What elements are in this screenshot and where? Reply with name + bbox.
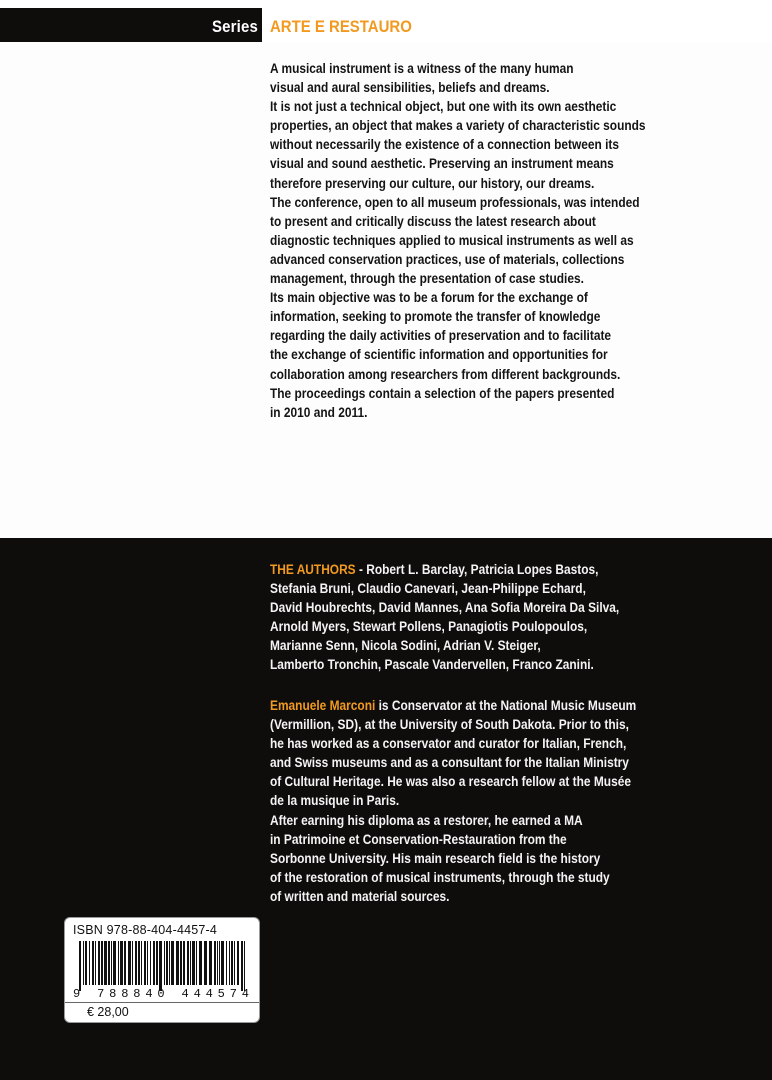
series-label: Series xyxy=(212,17,258,36)
book-description xyxy=(270,60,646,423)
authors-line: Stefania Bruni, Claudio Canevari, Jean-Philippe Echard, xyxy=(270,581,586,598)
isbn-number: ISBN 978-88-404-4457-4 xyxy=(73,923,218,937)
description-line: therefore preserving our culture, our history, our dreams. xyxy=(270,175,595,192)
barcode-bar xyxy=(101,941,103,985)
barcode-bar xyxy=(171,941,174,985)
isbn-sticker xyxy=(64,917,260,1023)
barcode-bar xyxy=(159,941,162,991)
authors-line: Arnold Myers, Stewart Pollens, Panagiotis Poulopoulos, xyxy=(270,619,588,636)
bio-first-rest: is Conservator at the National Music Museum xyxy=(375,698,637,714)
barcode-bar xyxy=(241,941,243,991)
authors-heading: THE AUTHORS xyxy=(270,562,356,578)
barcode-bar xyxy=(138,941,140,985)
barcode-bar xyxy=(111,941,112,985)
barcode-icon xyxy=(71,941,253,999)
description-line: visual and sound aesthetic. Preserving an instrument means xyxy=(270,156,614,173)
barcode-bar xyxy=(219,941,220,985)
barcode-bar xyxy=(118,941,119,985)
description-line: management, through the presentation of case studies. xyxy=(270,271,584,288)
description-line: Its main objective was to be a forum for the exchange of xyxy=(270,290,588,307)
bio-line: (Vermillion, SD), at the University of South Dakota. Prior to this, xyxy=(270,717,629,734)
barcode-bar xyxy=(135,941,137,985)
barcode-bar xyxy=(108,941,110,985)
barcode-bar xyxy=(214,941,216,985)
barcode-bar xyxy=(190,941,191,985)
barcode-bar xyxy=(141,941,142,985)
barcode-bar xyxy=(231,941,233,985)
barcode-bar xyxy=(104,941,107,985)
bio-line: de la musique in Paris. xyxy=(270,793,400,810)
description-line: collaboration among researchers from different backgrounds. xyxy=(270,366,621,383)
barcode-bar xyxy=(83,941,84,985)
barcode-bar xyxy=(166,941,168,985)
barcode-bar xyxy=(221,941,224,985)
bio-line: and Swiss museums and as a consultant for the Italian Ministry xyxy=(270,755,629,772)
description-line: advanced conservation practices, use of materials, collections xyxy=(270,251,625,268)
description-line: It is not just a technical object, but one with its own aesthetic xyxy=(270,99,617,116)
barcode-bar xyxy=(183,941,185,985)
description-line: visual and aural sensibilities, beliefs and dreams. xyxy=(270,80,550,97)
description-line: regarding the daily activities of preservation and to facilitate xyxy=(270,328,612,345)
bio-line: Sorbonne University. His main research field is the history xyxy=(270,850,601,867)
barcode-bar xyxy=(226,941,227,985)
description-line: without necessarily the existence of a connection between its xyxy=(270,137,620,154)
authors-first-line xyxy=(270,561,619,580)
barcode-bar xyxy=(199,941,202,985)
bio-line: in Patrimoine et Conservation-Restauration from the xyxy=(270,831,567,848)
price-strip xyxy=(65,1002,259,1023)
bio-line: of written and material sources. xyxy=(270,888,450,905)
authors-line: David Houbrechts, David Mannes, Ana Sofia Moreira Da Silva, xyxy=(270,600,620,617)
barcode-bar xyxy=(79,941,81,991)
barcode-bar xyxy=(120,941,123,985)
description-line: diagnostic techniques applied to musical instruments as well as xyxy=(270,232,634,249)
bio-first-line xyxy=(270,697,636,716)
barcode-bar xyxy=(144,941,146,985)
barcode-bar xyxy=(209,941,212,985)
barcode-bar xyxy=(113,941,116,985)
barcode-bar xyxy=(85,941,87,985)
barcode-bar xyxy=(95,941,96,985)
description-line: the exchange of scientific information and opportunities for xyxy=(270,347,608,364)
barcode-bar xyxy=(244,941,245,991)
description-line: to present and critically discuss the latest research about xyxy=(270,213,596,230)
barcode-bar xyxy=(204,941,207,985)
barcode-digits: 9 788840 444574 xyxy=(73,987,249,999)
description-line: information, seeking to promote the transfer of knowledge xyxy=(270,309,601,326)
barcode-bar xyxy=(180,941,182,985)
barcode-bar xyxy=(176,941,179,985)
barcode-bar xyxy=(164,941,165,985)
barcode-bar xyxy=(196,941,197,985)
editor-bio xyxy=(270,697,636,907)
authors-list xyxy=(270,561,619,676)
series-name: ARTE E RESTAURO xyxy=(270,17,412,36)
barcode-bar xyxy=(192,941,195,985)
description-line: The conference, open to all museum professionals, was intended xyxy=(270,194,640,211)
barcode-bar xyxy=(187,941,189,985)
barcode-bar xyxy=(147,941,148,985)
description-line: in 2010 and 2011. xyxy=(270,404,368,421)
barcode-bar xyxy=(169,941,170,985)
barcode-bar xyxy=(98,941,100,985)
bio-line: of Cultural Heritage. He was also a research fellow at the Musée xyxy=(270,774,631,791)
barcode-bar xyxy=(153,941,155,985)
barcode-bar xyxy=(237,941,239,985)
barcode-bar xyxy=(124,941,126,985)
barcode-bar xyxy=(217,941,218,985)
barcode-bar xyxy=(89,941,90,985)
description-line: A musical instrument is a witness of the many human xyxy=(270,61,574,77)
bio-line: of the restoration of musical instruments, through the study xyxy=(270,869,610,886)
editor-name: Emanuele Marconi xyxy=(270,698,376,714)
barcode-bar xyxy=(150,941,151,985)
bio-line: After earning his diploma as a restorer, he earned a MA xyxy=(270,812,583,829)
barcode-bar xyxy=(92,941,94,985)
description-line: properties, an object that makes a variety of characteristic sounds xyxy=(270,118,646,135)
barcode-bar xyxy=(229,941,230,985)
series-bar xyxy=(0,0,772,42)
barcode-bar xyxy=(234,941,235,985)
price: € 28,00 xyxy=(87,1005,129,1019)
authors-first-rest: - Robert L. Barclay, Patricia Lopes Bastos, xyxy=(355,562,599,578)
barcode-bar xyxy=(132,941,133,985)
authors-line: Marianne Senn, Nicola Sodini, Adrian V. Steiger, xyxy=(270,638,541,655)
authors-line: Lamberto Tronchin, Pascale Vandervellen, Franco Zanini. xyxy=(270,657,594,674)
description-line: The proceedings contain a selection of the papers presented xyxy=(270,385,615,402)
barcode-bar xyxy=(128,941,131,985)
barcode-bar xyxy=(156,941,158,985)
bio-line: he has worked as a conservator and curator for Italian, French, xyxy=(270,736,627,753)
